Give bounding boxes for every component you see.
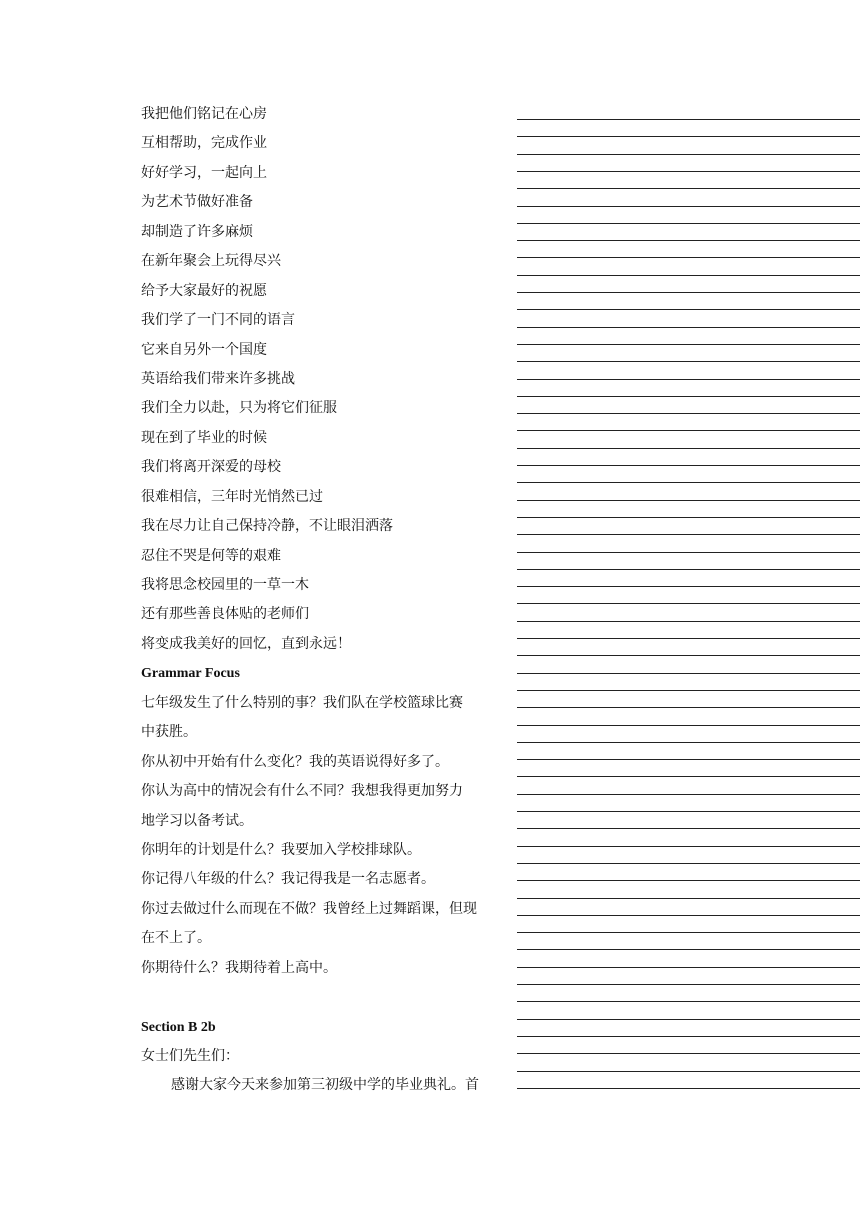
text-line: 还有那些善良体贴的老师们 (141, 606, 309, 623)
writing-line (517, 621, 860, 622)
text-line: 很难相信，三年时光悄然已过 (141, 488, 323, 505)
paragraph-line: 感谢大家今天来参加第三初级中学的毕业典礼。首 (171, 1077, 479, 1094)
writing-line (517, 603, 860, 604)
text-line: 女士们先生们： (141, 1048, 239, 1064)
text-line: 英语给我们带来许多挑战 (141, 370, 295, 387)
writing-line (517, 500, 860, 501)
writing-line (517, 915, 860, 916)
writing-line (517, 119, 860, 120)
text-line: 中获胜。 (141, 724, 197, 741)
writing-line (517, 223, 860, 224)
writing-line (517, 1019, 860, 1020)
writing-line (517, 949, 860, 950)
writing-line (517, 828, 860, 829)
text-line: 我们将离开深爱的母校 (141, 459, 281, 476)
section-heading: Grammar Focus (141, 666, 240, 682)
writing-line (517, 880, 860, 881)
section-heading: Section B 2b (141, 1019, 216, 1035)
text-line: 我在尽力让自己保持冷静，不让眼泪洒落 (141, 518, 393, 535)
text-line: 好好学习，一起向上 (141, 164, 267, 181)
writing-lines-area (517, 0, 860, 1216)
writing-line (517, 898, 860, 899)
text-line: 却制造了许多麻烦 (141, 223, 253, 240)
text-line: 你期待什么？我期待着上高中。 (141, 959, 337, 976)
writing-line (517, 430, 860, 431)
text-line: 为艺术节做好准备 (141, 194, 253, 211)
writing-line (517, 517, 860, 518)
writing-line (517, 1053, 860, 1054)
writing-line (517, 327, 860, 328)
writing-line (517, 413, 860, 414)
writing-line (517, 361, 860, 362)
writing-line (517, 673, 860, 674)
text-line: 七年级发生了什么特别的事？我们队在学校篮球比赛 (141, 694, 463, 711)
writing-line (517, 967, 860, 968)
writing-line (517, 932, 860, 933)
text-line: 你记得八年级的什么？我记得我是一名志愿者。 (141, 871, 435, 888)
writing-line (517, 344, 860, 345)
writing-line (517, 586, 860, 587)
writing-line (517, 725, 860, 726)
text-line: 地学习以备考试。 (141, 812, 253, 829)
text-line: 忍住不哭是何等的艰难 (141, 547, 281, 564)
writing-line (517, 154, 860, 155)
writing-line (517, 482, 860, 483)
text-line: 在不上了。 (141, 930, 211, 947)
writing-line (517, 171, 860, 172)
writing-line (517, 257, 860, 258)
writing-line (517, 1036, 860, 1037)
text-line: 给予大家最好的祝愿 (141, 282, 267, 299)
writing-line (517, 275, 860, 276)
writing-line (517, 552, 860, 553)
text-line: 互相帮助，完成作业 (141, 135, 267, 152)
writing-line (517, 638, 860, 639)
text-line: 现在到了毕业的时候 (141, 429, 267, 446)
writing-line (517, 794, 860, 795)
writing-line (517, 206, 860, 207)
writing-line (517, 811, 860, 812)
text-line: 在新年聚会上玩得尽兴 (141, 253, 281, 270)
writing-line (517, 707, 860, 708)
writing-line (517, 188, 860, 189)
writing-line (517, 776, 860, 777)
writing-line (517, 742, 860, 743)
translation-text-column (141, 100, 511, 1101)
text-line: 你过去做过什么而现在不做？我曾经上过舞蹈课，但现 (141, 900, 477, 917)
writing-line (517, 292, 860, 293)
writing-line (517, 655, 860, 656)
writing-line (517, 136, 860, 137)
writing-line (517, 396, 860, 397)
writing-line (517, 759, 860, 760)
writing-line (517, 309, 860, 310)
text-line: 我把他们铭记在心房 (141, 106, 267, 122)
text-line: 你从初中开始有什么变化？我的英语说得好多了。 (141, 753, 449, 770)
text-line: 我们全力以赴，只为将它们征服 (141, 400, 337, 417)
text-line: 你认为高中的情况会有什么不同？我想我得更加努力 (141, 783, 463, 800)
text-line: 它来自另外一个国度 (141, 341, 267, 358)
writing-line (517, 984, 860, 985)
writing-line (517, 1088, 860, 1089)
writing-line (517, 569, 860, 570)
writing-line (517, 240, 860, 241)
text-line: 我将思念校园里的一草一木 (141, 577, 309, 593)
writing-line (517, 846, 860, 847)
text-line: 你明年的计划是什么？我要加入学校排球队。 (141, 841, 421, 858)
writing-line (517, 863, 860, 864)
blank-line (141, 983, 511, 1012)
writing-line (517, 448, 860, 449)
writing-line (517, 379, 860, 380)
text-line: 将变成我美好的回忆，直到永远！ (141, 635, 351, 652)
text-line: 我们学了一门不同的语言 (141, 312, 295, 329)
writing-line (517, 690, 860, 691)
writing-line (517, 534, 860, 535)
writing-line (517, 1001, 860, 1002)
writing-line (517, 465, 860, 466)
writing-line (517, 1071, 860, 1072)
